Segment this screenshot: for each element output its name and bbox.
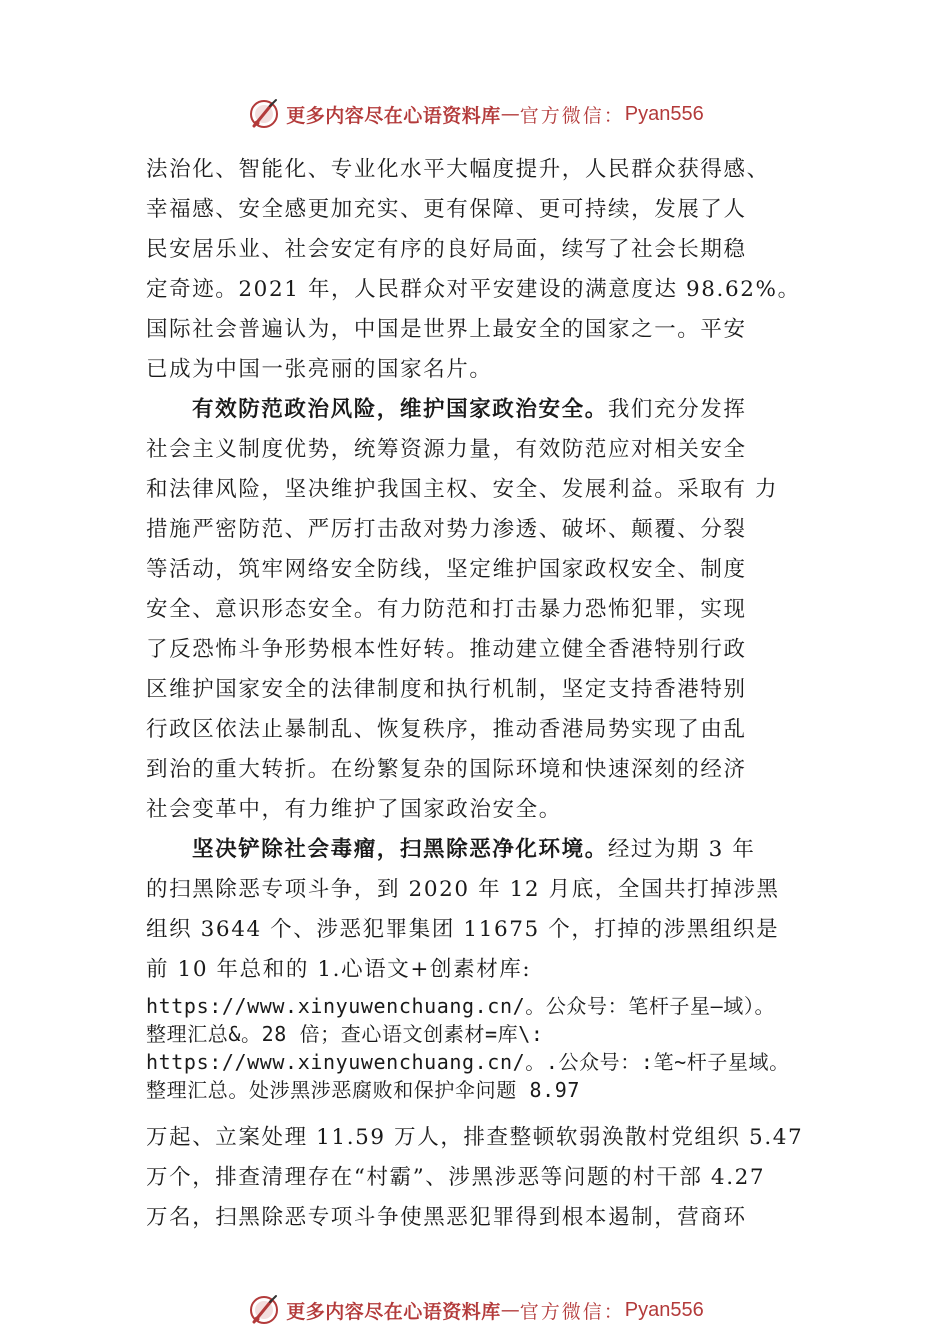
paragraph-1 [146,150,818,390]
text-line: 万名，扫黑除恶专项斗争使黑恶犯罪得到根本遏制，营商环 [146,1205,747,1230]
text-line [146,390,818,430]
text-line [146,830,818,870]
text-line: 已成为中国一张亮丽的国家名片。 [146,357,493,382]
text-line: 措施严密防范、严厉打击敌对势力渗透、破坏、颠覆、分裂 [146,517,747,542]
inserted-text-line: 整理汇总&。28 倍；查心语文创素材=库\: [146,1022,544,1046]
document-body [146,150,818,1238]
text-line: 定奇迹。2021 年，人民群众对平安建设的满意度达 98.62%。 [146,277,801,302]
header-wechat-label: 官方微信： [519,104,625,127]
header-banner [0,94,950,134]
footer-wechat-id: Pyan556 [624,1298,704,1321]
text-line: 了反恐怖斗争形势根本性好转。推动建立健全香港特别行政 [146,637,747,662]
text-span: 我们充分发挥 [607,397,747,422]
footer-dash: — [500,1299,520,1321]
footer-banner [0,1290,950,1330]
footer-wechat-label: 官方微信： [519,1300,625,1323]
inserted-text-line: https://www.xinyuwenchuang.cn/。.公众号：:笔~杆子星域。 [146,1050,790,1074]
text-line: 行政区依法止暴制乱、恢复秩序，推动香港局势实现了由乱 [146,717,747,742]
paragraph-3 [146,830,818,1238]
text-line: 等活动，筑牢网络安全防线，坚定维护国家政权安全、制度 [146,557,747,582]
text-line: 民安居乐业、社会安定有序的良好局面，续写了社会长期稳 [146,237,747,262]
text-line: 社会变革中，有力维护了国家政治安全。 [146,797,562,822]
text-line: 的扫黑除恶专项斗争，到 2020 年 12 月底，全国共打掉涉黑 [146,877,780,902]
text-line: 安全、意识形态安全。有力防范和打击暴力恐怖犯罪，实现 [146,597,747,622]
footer-site-text: 更多内容尽在心语资料库 [286,1300,501,1323]
brush-logo-icon [246,96,282,132]
header-dash: — [500,103,520,125]
text-span: 经过为期 3 年 [607,837,756,862]
inserted-text-line: 整理汇总。处涉黑涉恶腐败和保护伞问题 8.97 [146,1078,581,1102]
text-line: 社会主义制度优势，统筹资源力量，有效防范应对相关安全 [146,437,747,462]
paragraph-2 [146,390,818,830]
text-line: 区维护国家安全的法律制度和执行机制，坚定支持香港特别 [146,677,747,702]
inserted-text-line: https://www.xinyuwenchuang.cn/。公众号：笔杆子星—域）。 [146,994,776,1018]
header-wechat-id: Pyan556 [624,102,704,125]
text-line: 前 10 年总和的 1.心语文+创素材库: [146,957,532,982]
text-line: 国际社会普遍认为，中国是世界上最安全的国家之一。平安 [146,317,747,342]
text-line: 幸福感、安全感更加充实、更有保障、更可持续，发展了人 [146,197,747,222]
header-site-text: 更多内容尽在心语资料库 [286,104,501,127]
paragraph-heading: 坚决铲除社会毒瘤，扫黑除恶净化环境。 [192,837,608,862]
text-line: 法治化、智能化、专业化水平大幅度提升，人民群众获得感、 [146,157,770,182]
text-line: 和法律风险，坚决维护我国主权、安全、发展利益。采取有 力 [146,477,779,502]
text-line: 到治的重大转折。在纷繁复杂的国际环境和快速深刻的经济 [146,757,747,782]
brush-logo-icon [246,1292,282,1328]
text-line: 万起、立案处理 11.59 万人，排查整顿软弱涣散村党组织 5.47 [146,1125,804,1150]
paragraph-heading: 有效防范政治风险，维护国家政治安全。 [192,397,608,422]
text-line: 万个，排查清理存在“村霸”、涉黑涉恶等问题的村干部 4.27 [146,1165,766,1190]
text-line: 组织 3644 个、涉恶犯罪集团 11675 个，打掉的涉黑组织是 [146,917,780,942]
